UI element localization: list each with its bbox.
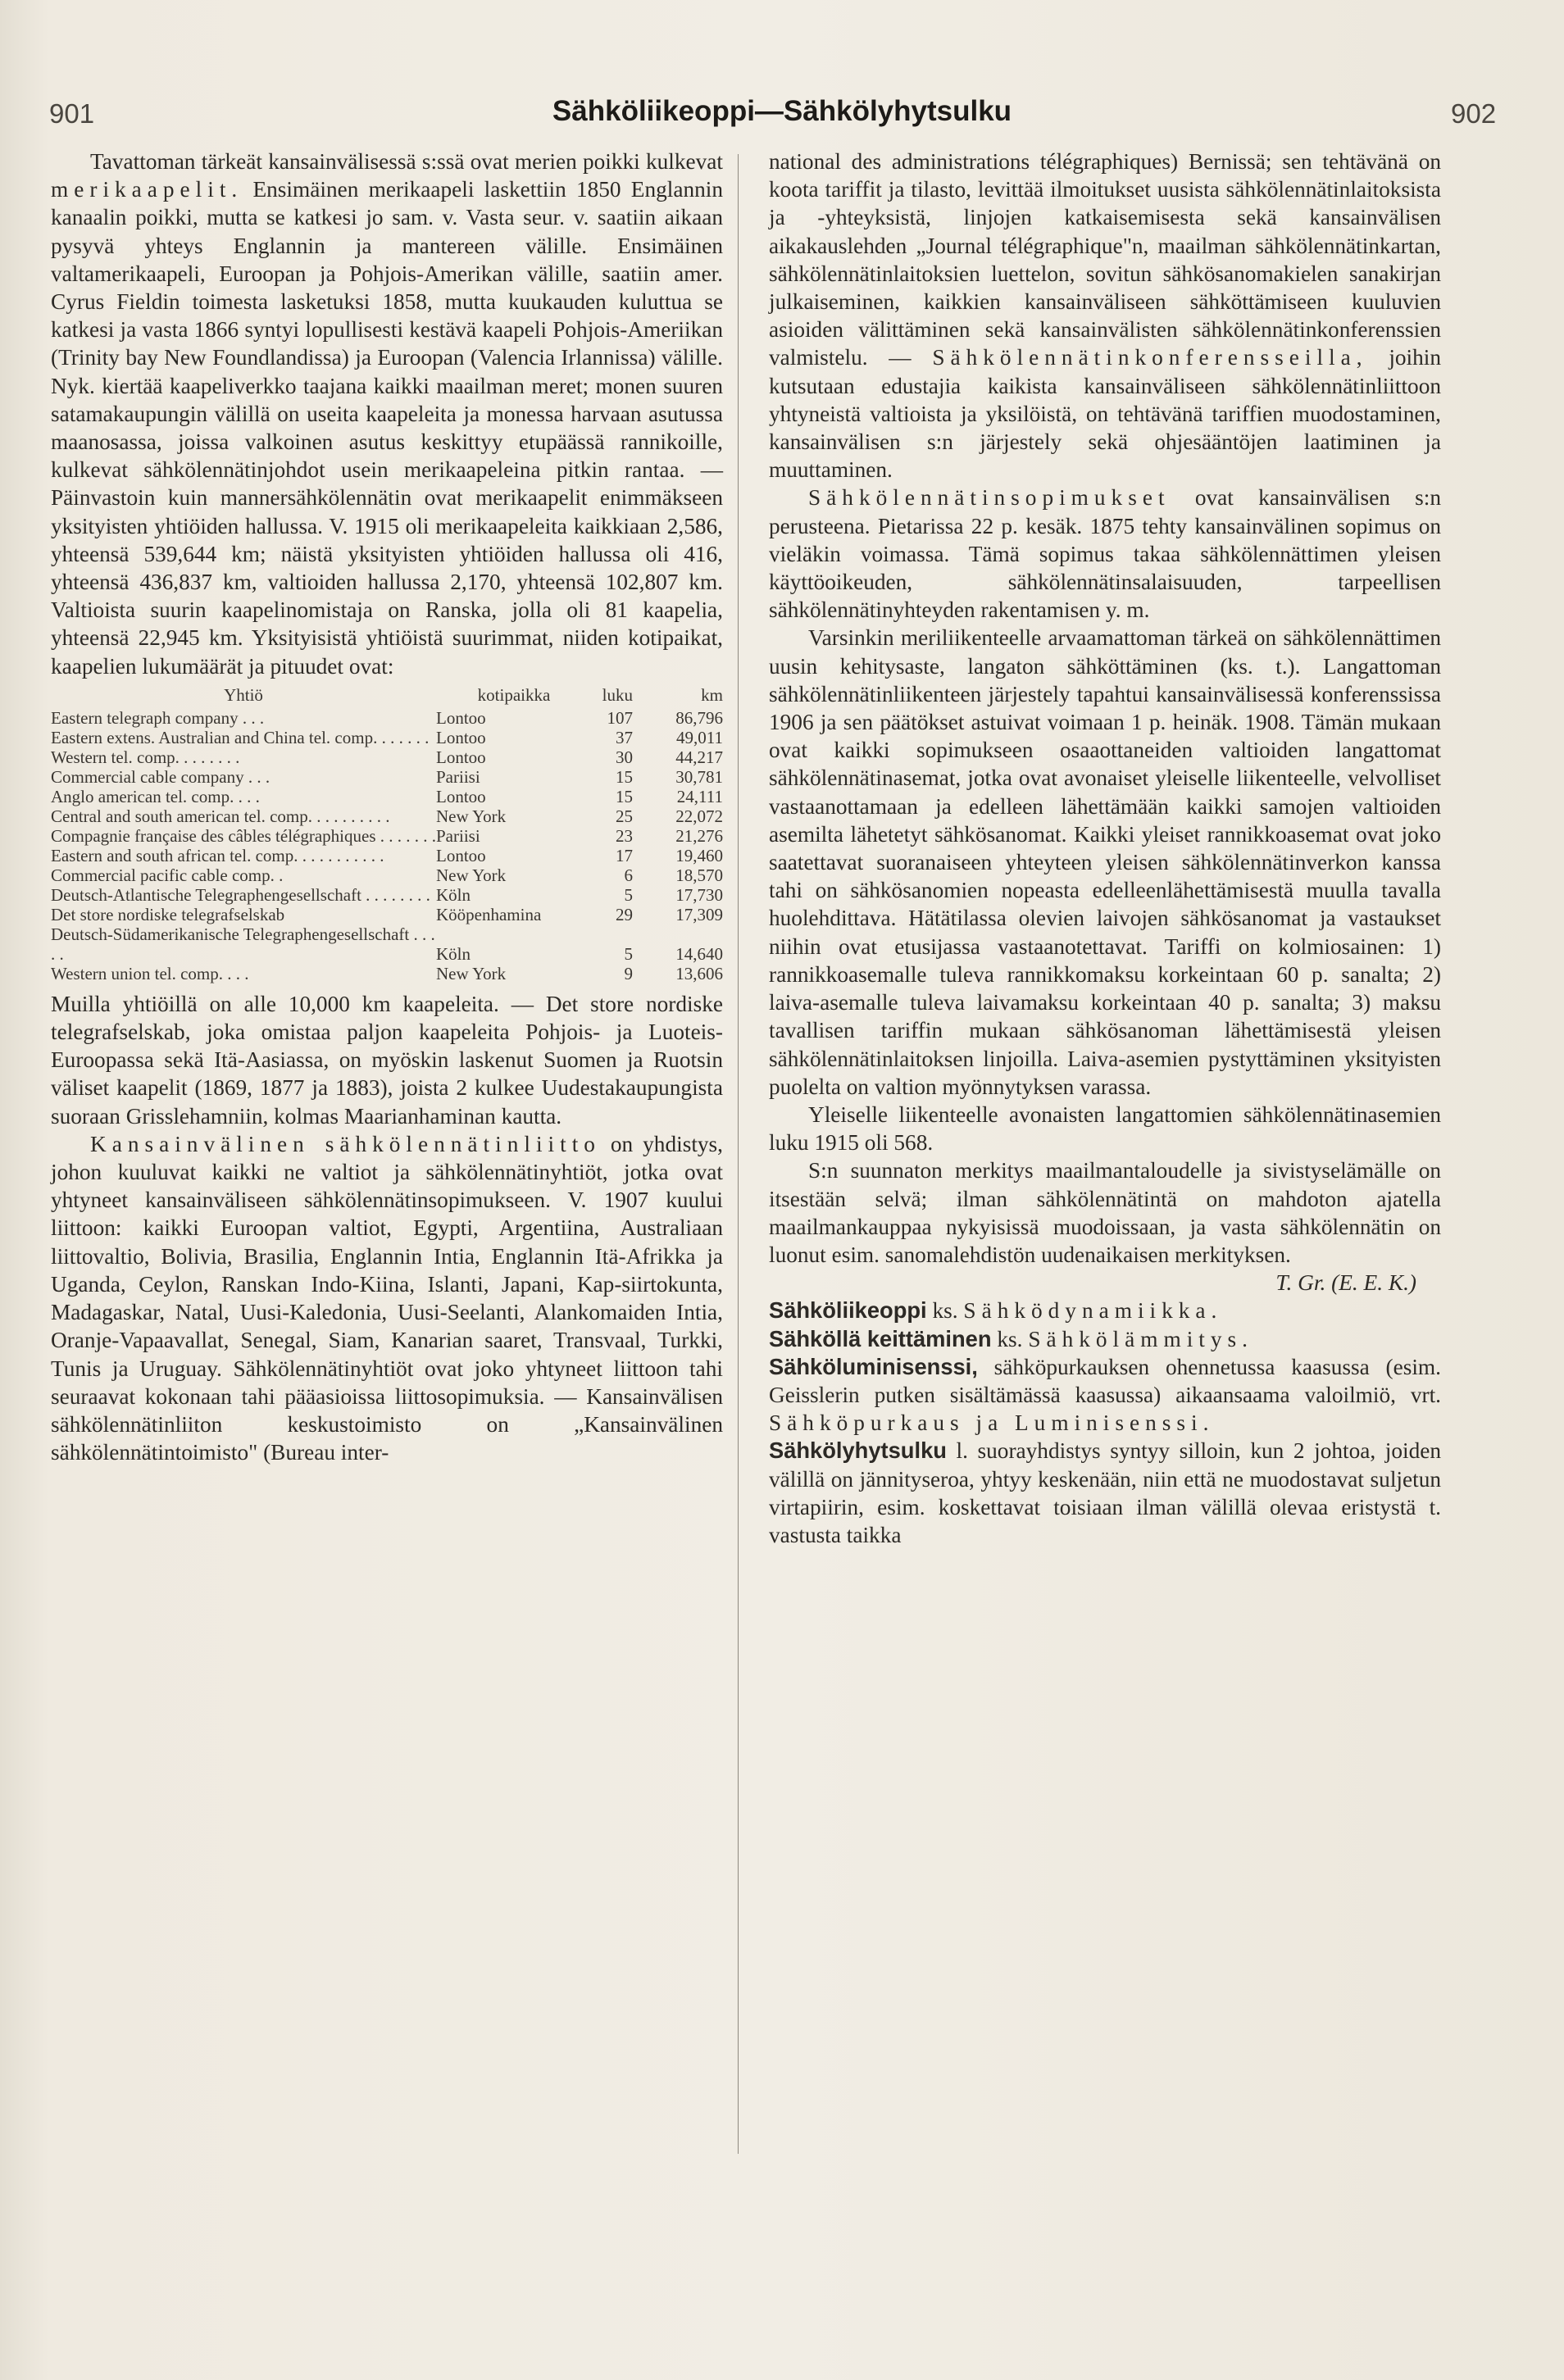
cell-company: Deutsch-Atlantische Telegraphengesellschaft . . . . . . . . bbox=[51, 884, 430, 905]
headword: Sähkölyhytsulku bbox=[769, 1438, 947, 1464]
paragraph-merikaapelit bbox=[51, 148, 723, 680]
paragraph-wireless: Varsinkin meriliikenteelle arvaamattoman tärkeä on sähkölennättimen uusin kehitysaste, langaton sähköttäminen (ks. t.). Langattoman sähkölennätinliikenteen järjestely tapahtui kansainvälisessä konferenssissa 1906 ja sen päätökset astuivat voimaan 1 p. heinäk. 1908. Tämän mukaan ovat kaikki sopimukseen osaaottaneiden valtioiden langattomat sähkölennätinasemat, jotka ovat avonaiset yleiselle liikenteelle, velvolliset vastaanottamaan ja edelleen lähettämään kaikki samojen valtioiden asemilta lähetetyt sähkösanomat. Kaikki yleiset rannikkoasemat ovat joko saatettavat suoranaiseen yhteyteen yleisen sähkölennätinverkon kanssa tahi on sähkösanomien nopeasta edelleenlähettämisestä muulla tavalla huolehdittava. Hätätilassa olevien laivojen sähkösanomat ja vastaukset niihin ovat etusijassa vastaanotettavat. Tariffi on kolmiosainen: 1) rannikkoasemalle tuleva rannikkomaksu korkeintaan 60 p. sanalta; 2) laiva-asemalle tuleva laivamaksu korkeintaan 40 p. sanalta; 3) maksu tavallisen tariffin mukaan sähkösanoman lähettämisestä yleisen sähkölennätinlaitoksen linjoilla. Laiva-asemien pystyttäminen yksityisten puolelta on valtion myönnytyksen varassa. bbox=[769, 625, 1441, 1099]
entry-sahkolyhytsulku bbox=[769, 1437, 1441, 1549]
spaced-term-union: Kansainvälinen sähkölennätinliitto bbox=[90, 1131, 601, 1156]
text-run: ks. bbox=[997, 1326, 1023, 1351]
table-header-count: luku bbox=[602, 684, 633, 705]
cell-company: Eastern and south african tel. comp. . . . . . . . . . . bbox=[51, 845, 384, 865]
cell-hometown: Lontoo bbox=[436, 845, 486, 865]
table-row bbox=[51, 767, 723, 787]
cell-km: 24,111 bbox=[676, 786, 723, 806]
cell-company: Deutsch-Südamerikanische Telegraphengesellschaft . . . . . bbox=[51, 924, 435, 964]
table-row bbox=[51, 728, 723, 747]
text-run: Tavattoman tärkeät kansainvälisessä s:ssä ovat merien poikki kulkevat bbox=[90, 149, 723, 174]
table-header-company: Yhtiö bbox=[224, 684, 263, 705]
cell-count: 6 bbox=[624, 865, 633, 885]
cell-km: 19,460 bbox=[675, 845, 723, 865]
paragraph-other-companies: Muilla yhtiöillä on alle 10,000 km kaapeleita. — Det store nordiske telegrafselskab, joka omistaa paljon kaapeleita Pohjois- ja Luoteis-Euroopassa sekä Itä-Aasiassa, on myöskin laskenut Suomen ja Ruotsin väliset kaapelit (1869, 1877 ja 1883), joista 2 kulkee Uudestakaupungista suoraan Grisslehamniin, kolmas Maarianhaminan kautta. bbox=[51, 991, 723, 1129]
text-run: l. suorayhdistys syntyy silloin, kun 2 johtoa, joiden välillä on jännityseroa, yhtyy keskenään, niin että ne muodostavat suljetun virtapiirin, esim. koskettavat toisiaan ilman välillä olevaa eristystä t. vastusta taikka bbox=[769, 1438, 1441, 1547]
entry-sahkolla-keittaminen bbox=[769, 1325, 1441, 1353]
text-run: ks. bbox=[932, 1298, 958, 1324]
cell-count: 37 bbox=[616, 727, 633, 747]
cell-km: 13,606 bbox=[675, 963, 723, 983]
cell-km: 21,276 bbox=[675, 825, 723, 846]
cell-hometown: Pariisi bbox=[436, 825, 480, 846]
page-number-left: 901 bbox=[49, 98, 95, 129]
table-header-row bbox=[51, 685, 723, 708]
spaced-term-merikaapelit: merikaapelit. bbox=[51, 177, 243, 202]
cell-company: Central and south american tel. comp. . . . . . . . . . bbox=[51, 806, 390, 826]
cell-km: 49,011 bbox=[676, 727, 723, 747]
cell-company: Det store nordiske telegrafselskab bbox=[51, 904, 285, 924]
table-row bbox=[51, 806, 723, 826]
table-row bbox=[51, 787, 723, 806]
table-row bbox=[51, 905, 723, 924]
table-row bbox=[51, 924, 723, 964]
cell-hometown: Pariisi bbox=[436, 766, 480, 787]
cross-reference: Sähköpurkaus ja Luminisenssi. bbox=[769, 1410, 1215, 1436]
table-header-hometown: kotipaikka bbox=[477, 684, 551, 705]
cross-reference: Sähködynamiikka. bbox=[963, 1298, 1223, 1324]
cell-count: 17 bbox=[616, 845, 633, 865]
entry-sahkoliikeoppi bbox=[769, 1297, 1441, 1324]
running-header-title: Sähköliikeoppi—Sähkölyhytsulku bbox=[552, 95, 1012, 127]
spaced-term-conferences: Sähkölennätinkonferensseilla, bbox=[932, 345, 1368, 370]
cell-company: Compagnie française des câbles télégraphiques . . . . . . . bbox=[51, 825, 437, 846]
table-row bbox=[51, 826, 723, 846]
paragraph-agreements bbox=[769, 484, 1441, 624]
cell-company: Western union tel. comp. . . . bbox=[51, 963, 249, 983]
cross-reference: Sähkölämmitys. bbox=[1028, 1326, 1253, 1351]
cell-hometown: Lontoo bbox=[436, 786, 486, 806]
cell-count: 29 bbox=[616, 904, 633, 924]
cell-km: 17,309 bbox=[675, 904, 723, 924]
cell-count: 25 bbox=[616, 806, 633, 826]
cell-hometown: New York bbox=[436, 806, 507, 826]
cell-hometown: Lontoo bbox=[436, 747, 486, 767]
text-run: S:n suunnaton merkitys maailmantaloudelle ja sivistyselämälle on itsestään selvä; ilman sähkölennätintä on mahdoton ajatella maailmankauppaa nykyisissä muodoissaan, ja vasta sähkölennätin on luonut esim. sanomalehdistön uudenaikaisen merkityksen. bbox=[769, 1158, 1441, 1267]
cell-km: 44,217 bbox=[675, 747, 723, 767]
table-row bbox=[51, 964, 723, 983]
cell-count: 5 bbox=[624, 943, 633, 964]
cell-km: 30,781 bbox=[675, 766, 723, 787]
cell-company: Eastern telegraph company . . . bbox=[51, 707, 265, 728]
cell-km: 22,072 bbox=[675, 806, 723, 826]
text-run: joihin kutsutaan edustajia kaikista kansainväliseen sähkölennätinliittoon yhtyneistä valtioista ja yksilöistä, on tehtävänä tariffien muodostaminen, kansainvälisen s:n järjestely sekä ohjesääntöjen laatiminen ja muuttaminen. bbox=[769, 345, 1442, 483]
headword: Sähköluminisenssi, bbox=[769, 1353, 978, 1379]
text-run: sähköpurkauksen ohennetussa kaasussa (esim. Geisslerin putken sisältämässä kaasussa) aikaansaama valoilmiö, vrt. bbox=[769, 1354, 1441, 1407]
cell-hometown: Köln bbox=[436, 943, 471, 964]
cell-company: Western tel. comp. . . . . . . . bbox=[51, 747, 240, 767]
cell-hometown: Lontoo bbox=[436, 707, 486, 728]
cell-km: 17,730 bbox=[675, 884, 723, 905]
table-header-km: km bbox=[701, 684, 723, 705]
text-run: national des administrations télégraphiques) Bernissä; sen tehtävänä on koota tariffit ja tilasto, levittää ilmoitukset uusista sähkölennätinlaitoksista ja -yhteyksistä, linjojen katkaisemisesta sekä kansainvälisen aikakauslehden „Journal télégraphique"n, maailman sähkölennätinkartan, sähkölennätinlaitoksien luettelon, sovitun sähkösanomakielen sanakirjan julkaiseminen, kaikkien kansainväliseen sähköttämiseen kuuluvien asioiden välittäminen sekä kansainvälisten sähkölennätinkonferenssien valmistelu. — bbox=[769, 149, 1441, 370]
cable-companies-table bbox=[51, 685, 723, 983]
headword: Sähköllä keittäminen bbox=[769, 1325, 992, 1351]
text-run: Ensimäinen merikaapeli laskettiin 1850 Englannin kanaalin poikki, mutta se katkesi jo sam. v. Vasta seur. v. saatiin aikaan pysyvä yhteys Englannin ja mantereen välille. Ensimäinen valtamerikaapeli, Euroopan ja Pohjois-Amerikan välille, saatiin amer. Cyrus Fieldin toimesta lasketuksi 1858, mutta kuukauden kuluttua se katkesi ja vasta 1866 syntyi lopullisesti kestävä kaapeli Pohjois-Ameriikan (Trinity bay New Foundlandissa) ja Euroopan (Valencia Irlannissa) välille. Nyk. kiertää kaapeliverkko taajana kaikki maailman meret; monen suuren satamakaupungin välillä on useita kaapeleita ja monessa harvaan asutussa maanosassa, joissa valkoinen asutus keskittyy etupäässä rannikoille, kulkevat sähkölennätinjohdot usein merikaapeleina pitkin rantaa. — Päinvastoin kuin mannersähkölennätin ovat merikaapelit enimmäkseen yksityisten yhtiöiden hallussa. V. 1915 oli merikaapeleita kaikkiaan 2,586, yhteensä 539,644 km; näistä yksityisten yhtiöiden hallussa oli 416, yhteensä 436,837 km, valtioiden hallussa 2,170, yhteensä 102,807 km. Valtioista suurin kaapelinomistaja on Ranska, jolla oli 81 kaapelia, yhteensä 22,945 km. Yksityisistä yhtiöistä suurimmat, niiden kotipaikat, kaapelien lukumäärät ja pituudet ovat: bbox=[51, 177, 723, 679]
cell-hometown: Köln bbox=[436, 884, 471, 905]
cell-count: 15 bbox=[616, 766, 633, 787]
paragraph-bureau-tasks bbox=[769, 148, 1441, 484]
cell-hometown: Lontoo bbox=[436, 727, 486, 747]
text-run: ovat kansainvälisen s:n perusteena. Pietarissa 22 p. kesäk. 1875 tehty kansainvälinen sopimus on vieläkin voimassa. Tämä sopimus takaa sähkölennättimen yleisen käyttöoikeuden, sähkölennätinsalaisuuden, tarpeellisen sähkölennätinyhteyden rakentamisen y. m. bbox=[769, 485, 1442, 623]
cell-count: 107 bbox=[607, 707, 633, 728]
paragraph-telegraph-union bbox=[51, 1130, 723, 1466]
text-run: on yhdistys, johon kuuluvat kaikki ne valtiot ja sähkölennätinyhtiöt, jotka ovat yhtyneet kansainväliseen sähkölennätinsopimukseen. V. 1907 kuului liittoon: kaikki Euroopan valtiot, Egypti, Argentiina, Australiaan liittovaltio, Bolivia, Brasilia, Englannin Intia, Englannin Itä-Afrikka ja Uganda, Ceylon, Ranskan Indo-Kiina, Islanti, Japani, Kap-siirtokunta, Madagaskar, Natal, Uusi-Kaledonia, Uusi-Seelanti, Alankomaiden Intia, Oranje-Vapaavallat, Senegal, Siam, Kanarian saaret, Transvaal, Turkki, Tunis ja Uruguay. Sähkölennätinyhtiöt ovat joko yhtyneet liittoon tahi seuraavat kokonaan tahi pääasioissa liittosopimuksia. — Kansainvälisen sähkölennätinliiton keskustoimisto on „Kansainvälinen sähkölennätintoimisto" (Bureau inter- bbox=[51, 1131, 723, 1465]
cell-km: 86,796 bbox=[675, 707, 723, 728]
entry-sahkoluminisenssi bbox=[769, 1353, 1441, 1438]
cell-hometown: New York bbox=[436, 963, 507, 983]
table-row bbox=[51, 747, 723, 767]
table-row bbox=[51, 865, 723, 885]
table-row bbox=[51, 885, 723, 905]
paragraph-significance bbox=[769, 1156, 1441, 1296]
cell-hometown: Kööpenhamina bbox=[436, 904, 542, 924]
cell-count: 9 bbox=[624, 963, 633, 983]
table-row bbox=[51, 846, 723, 865]
paragraph-station-count: Yleiselle liikenteelle avonaisten langattomien sähkölennätinasemien luku 1915 oli 568. bbox=[769, 1101, 1441, 1156]
cell-count: 15 bbox=[616, 786, 633, 806]
headword: Sähköliikeoppi bbox=[769, 1297, 927, 1324]
spaced-term-agreements: Sähkölennätinsopimukset bbox=[808, 485, 1171, 511]
right-column bbox=[769, 148, 1441, 1549]
cell-company: Commercial cable company . . . bbox=[51, 766, 271, 787]
cell-count: 23 bbox=[616, 825, 633, 846]
cell-km: 18,570 bbox=[675, 865, 723, 885]
cell-company: Eastern extens. Australian and China tel. comp. . . . . . . bbox=[51, 727, 430, 747]
cell-hometown: New York bbox=[436, 865, 507, 885]
cell-company: Commercial pacific cable comp. . bbox=[51, 865, 284, 885]
cell-km: 14,640 bbox=[675, 943, 723, 964]
cell-company: Anglo american tel. comp. . . . bbox=[51, 786, 260, 806]
page-number-right: 902 bbox=[1451, 98, 1497, 129]
left-column bbox=[51, 148, 723, 1466]
author-signature: T. Gr. (E. E. K.) bbox=[1275, 1270, 1416, 1296]
cell-count: 30 bbox=[616, 747, 633, 767]
column-divider bbox=[738, 154, 739, 2154]
table-row bbox=[51, 708, 723, 728]
cell-count: 5 bbox=[624, 884, 633, 905]
